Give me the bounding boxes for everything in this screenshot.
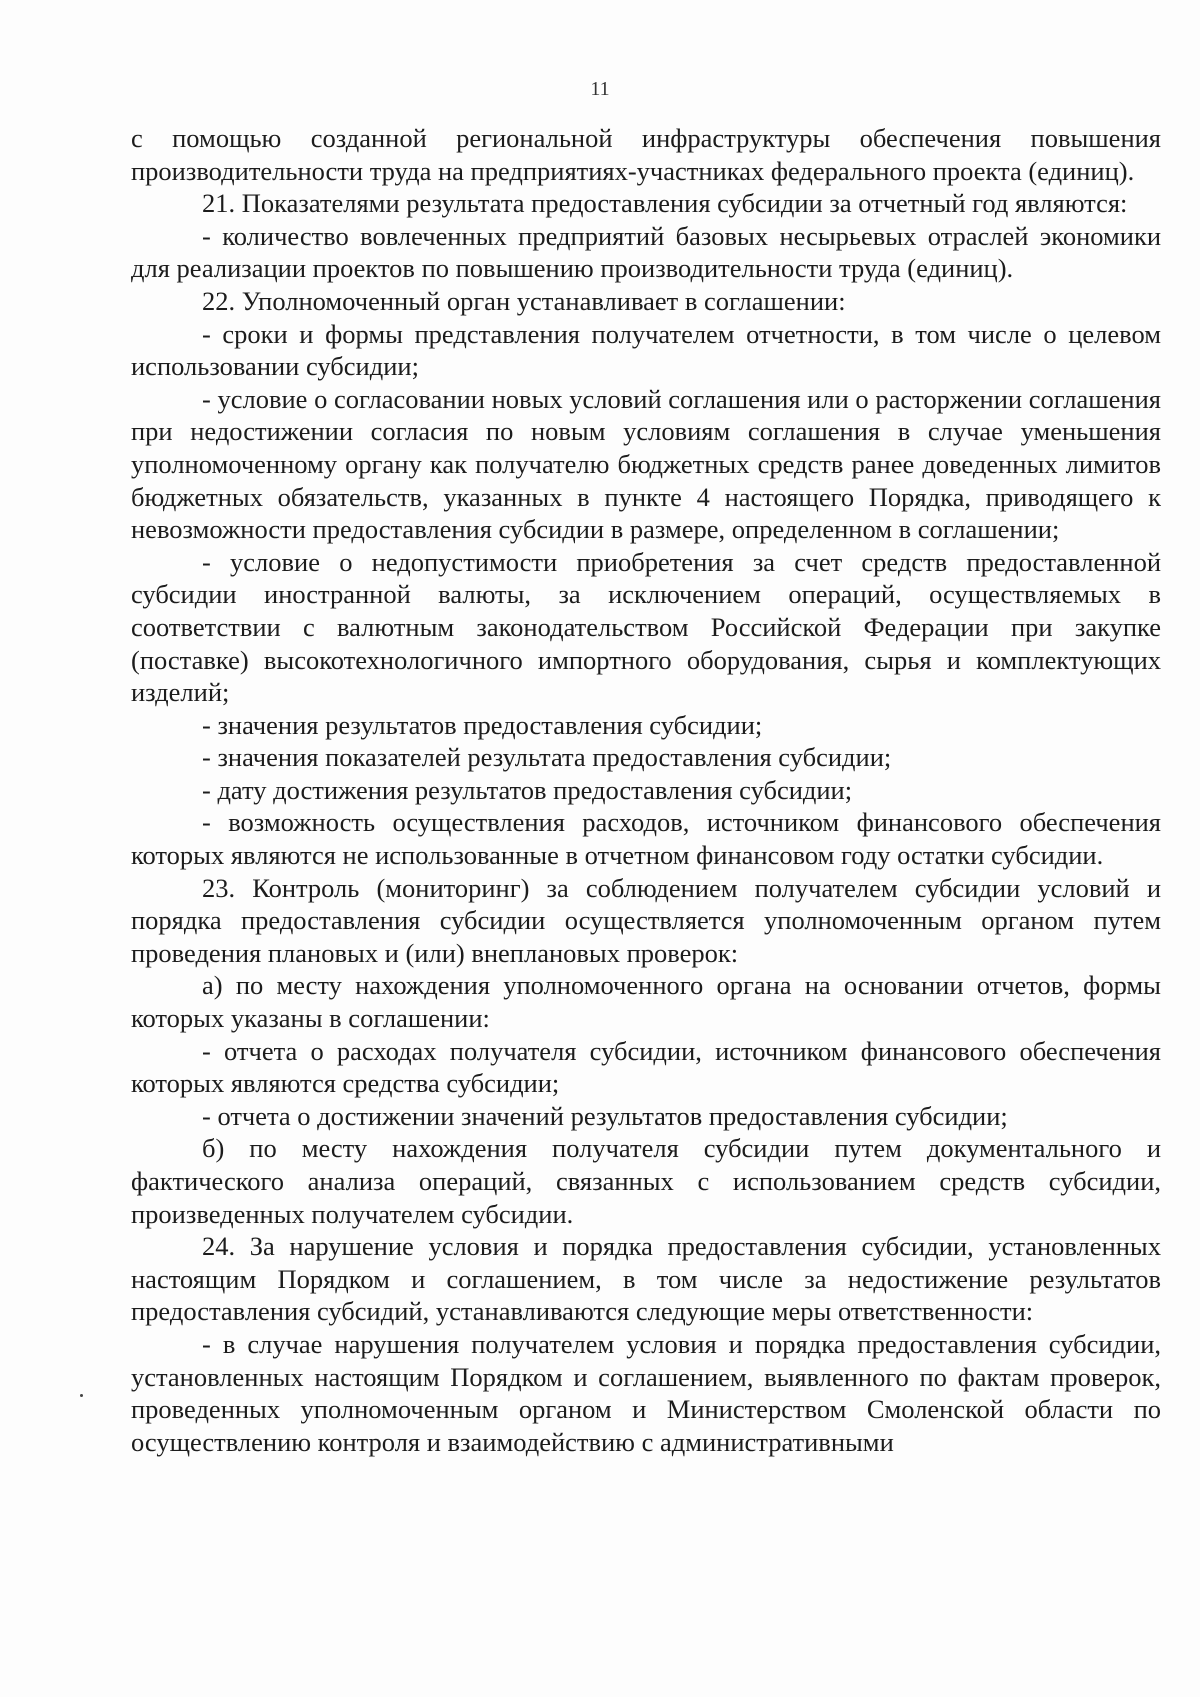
paragraph-23-b: б) по месту нахождения получателя субсидии путем документального и фактического анализа операций, связанных с использованием средств субсидии, произведенных получателем субсидии.	[131, 1133, 1161, 1229]
paragraph-22-item-indicators: - значения показателей результата предоставления субсидии;	[202, 742, 892, 773]
document-body	[131, 122, 1161, 1458]
paragraph-continuation: с помощью созданной региональной инфраструктуры обеспечения повышения производительности труда на предприятиях-участниках федерального проекта (единиц).	[131, 123, 1161, 186]
paragraph-22-item-new-conditions: - условие о согласовании новых условий соглашения или о расторжении соглашения при недостижении согласия по новым условиям соглашения в случае уменьшения уполномоченному органу как получателю бюджетных средств ранее доведенных лимитов бюджетных обязательств, указанных в пункте 4 настоящего Порядка, приводящего к невозможности предоставления субсидии в размере, определенном в соглашении;	[131, 383, 1161, 545]
paragraph-21-item: - количество вовлеченных предприятий базовых несырьевых отраслей экономики для реализации проектов по повышению производительности труда (единиц).	[131, 220, 1161, 284]
paragraph-24-item: - в случае нарушения получателем условия и порядка предоставления субсидии, установленных настоящим Порядком и соглашением, выявленного по фактам проверок, проведенных уполномоченным органом и Министерством Смоленской области по осуществлению контроля и взаимодействию с административными	[131, 1328, 1161, 1457]
scan-speck	[80, 1394, 83, 1397]
paragraph-23-a-expenses: - отчета о расходах получателя субсидии, источником финансового обеспечения которых являются средства субсидии;	[131, 1035, 1161, 1099]
paragraph-23-a: а) по месту нахождения уполномоченного органа на основании отчетов, формы которых указаны в соглашении:	[131, 970, 1161, 1034]
paragraph-22-item-reporting: - сроки и формы представления получателем отчетности, в том числе о целевом использовании субсидии;	[131, 318, 1161, 382]
paragraph-22-item-currency: - условие о недопустимости приобретения за счет средств предоставленной субсидии иностранной валюты, за исключением операций, осуществляемых в соответствии с валютным законодательством Российской Федерации при закупке (поставке) высокотехнологичного импортного оборудования, сырья и комплектующих изделий;	[131, 546, 1161, 708]
paragraph-22-item-remainders: - возможность осуществления расходов, источником финансового обеспечения которых являются не использованные в отчетном финансовом году остатки субсидии.	[131, 807, 1161, 871]
paragraph-22-item-date: - дату достижения результатов предоставления субсидии;	[202, 774, 853, 805]
page-number: 11	[590, 78, 610, 100]
paragraph-21-heading: 21. Показателями результата предоставления субсидии за отчетный год являются:	[202, 188, 1128, 219]
paragraph-22-heading: 22. Уполномоченный орган устанавливает в соглашении:	[202, 285, 846, 316]
paragraph-23-heading: 23. Контроль (мониторинг) за соблюдением получателем субсидии условий и порядка предоставления субсидии осуществляется уполномоченным органом путем проведения плановых и (или) внеплановых проверок:	[131, 872, 1161, 968]
paragraph-23-a-results: - отчета о достижении значений результатов предоставления субсидии;	[202, 1100, 1008, 1131]
paragraph-24-heading: 24. За нарушение условия и порядка предоставления субсидии, установленных настоящим Порядком и соглашением, в том числе за недостижение результатов предоставления субсидий, устанавливаются следующие меры ответственности:	[131, 1231, 1161, 1327]
paragraph-22-item-results: - значения результатов предоставления субсидии;	[202, 709, 763, 740]
